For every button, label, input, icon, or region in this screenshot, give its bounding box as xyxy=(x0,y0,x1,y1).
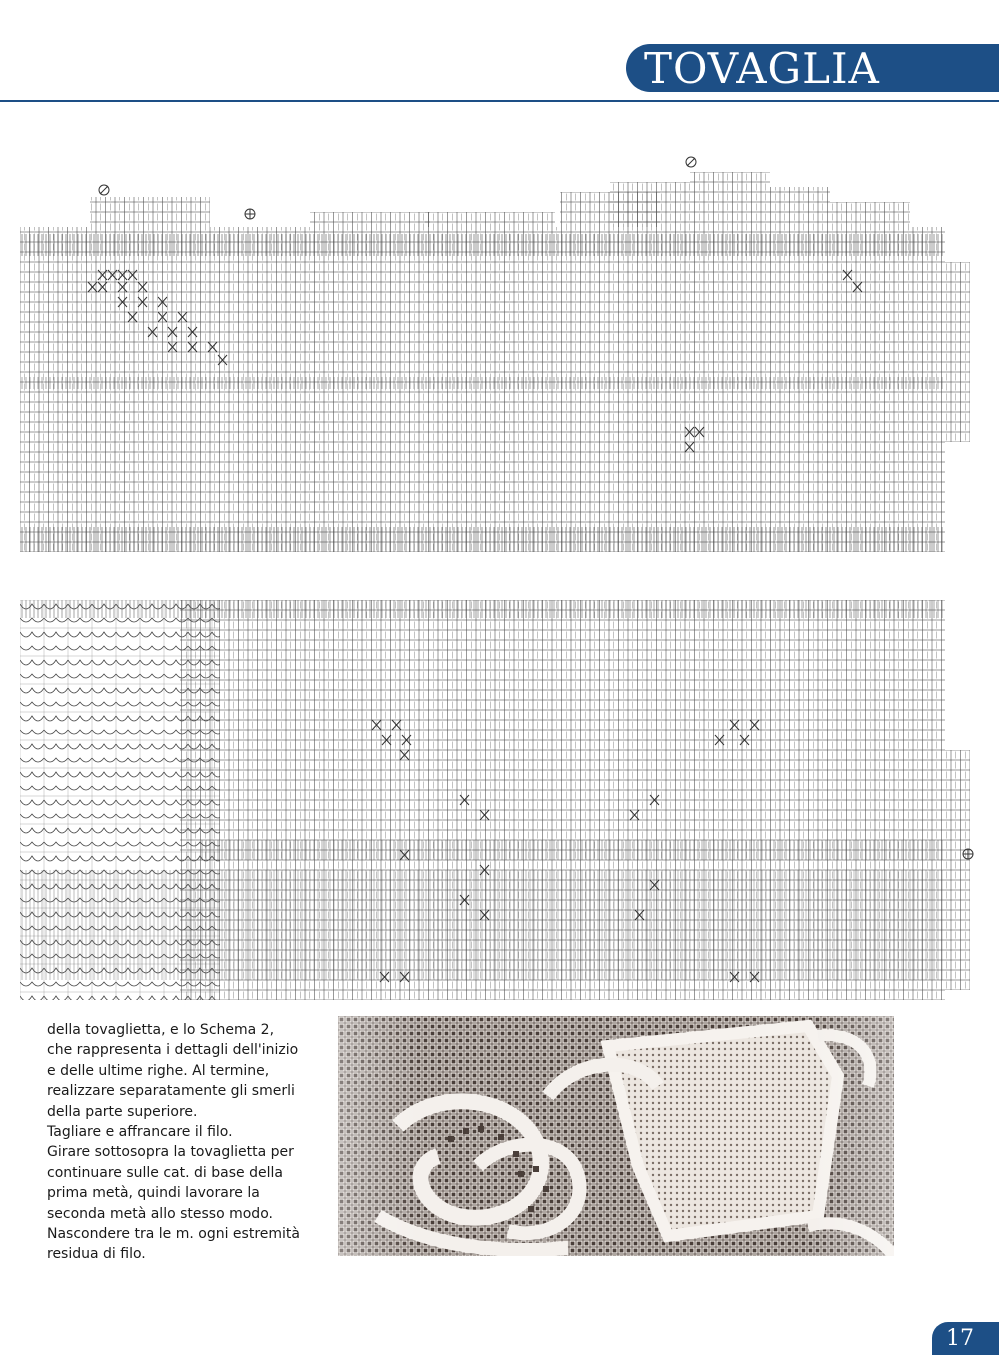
lace-photo-svg xyxy=(338,1016,894,1256)
instructions-line: Girare sottosopra la tovaglietta per xyxy=(47,1144,294,1161)
crochet-chart-1 xyxy=(20,152,980,556)
instructions-line: continuare sulle cat. di base della xyxy=(47,1164,283,1181)
chart-1-dense-band-bottom xyxy=(20,527,945,552)
instructions-line: della parte superiore. xyxy=(47,1103,198,1120)
chart-1-dense-band-mid xyxy=(20,377,945,389)
instructions-line: prima metà, quindi lavorare la xyxy=(47,1185,260,1202)
circled-slash-icon xyxy=(99,185,109,195)
instructions-line: che rappresenta i dettagli dell'inizio xyxy=(47,1042,299,1059)
chart-1-dense-band-top xyxy=(20,234,945,256)
chart-2-dense-band-mid xyxy=(200,840,945,860)
page-number: 17 xyxy=(946,1326,974,1351)
instructions-line: realizzare separatamente gli smerli xyxy=(47,1083,295,1100)
chart-2-dense-band-top xyxy=(20,600,945,618)
chart-1-scallop-1 xyxy=(90,197,210,227)
chart-1-scallop-2 xyxy=(310,212,430,227)
circled-slash-icon xyxy=(686,157,696,167)
instructions-line: Tagliare e affrancare il filo. xyxy=(47,1124,233,1141)
circled-plus-icon xyxy=(963,849,973,859)
instructions-line: Nascondere tra le m. ogni estremità xyxy=(47,1226,300,1243)
instructions-line: della tovaglietta, e lo Schema 2, xyxy=(47,1022,275,1038)
chart-1-scallop-6 xyxy=(690,172,770,227)
chart-1-scallop-7 xyxy=(770,187,830,227)
chart-1-scallop-3 xyxy=(425,212,555,227)
chart-1-scallop-8 xyxy=(830,202,910,227)
header-rule xyxy=(0,100,999,102)
crochet-chart-2 xyxy=(20,600,980,1000)
chart-1-right-step xyxy=(945,262,970,442)
instructions-line: e delle ultime righe. Al termine, xyxy=(47,1062,270,1079)
page-title: TOVAGLIA xyxy=(644,44,880,93)
crochet-chart-1-svg xyxy=(20,152,980,556)
circled-plus-icon xyxy=(245,209,255,219)
chart-2-right-step xyxy=(945,750,970,990)
instructions-line: residua di filo. xyxy=(47,1246,146,1263)
instructions-line: seconda metà allo stesso modo. xyxy=(47,1205,273,1222)
instructions-text xyxy=(47,1020,322,1265)
chart-2-dense-band-lower xyxy=(20,870,945,980)
lace-detail-photo xyxy=(338,1016,894,1256)
chart-1-scallop-5 xyxy=(610,182,690,227)
crochet-chart-2-svg xyxy=(20,600,980,1000)
chart-1-mesh xyxy=(20,227,945,552)
